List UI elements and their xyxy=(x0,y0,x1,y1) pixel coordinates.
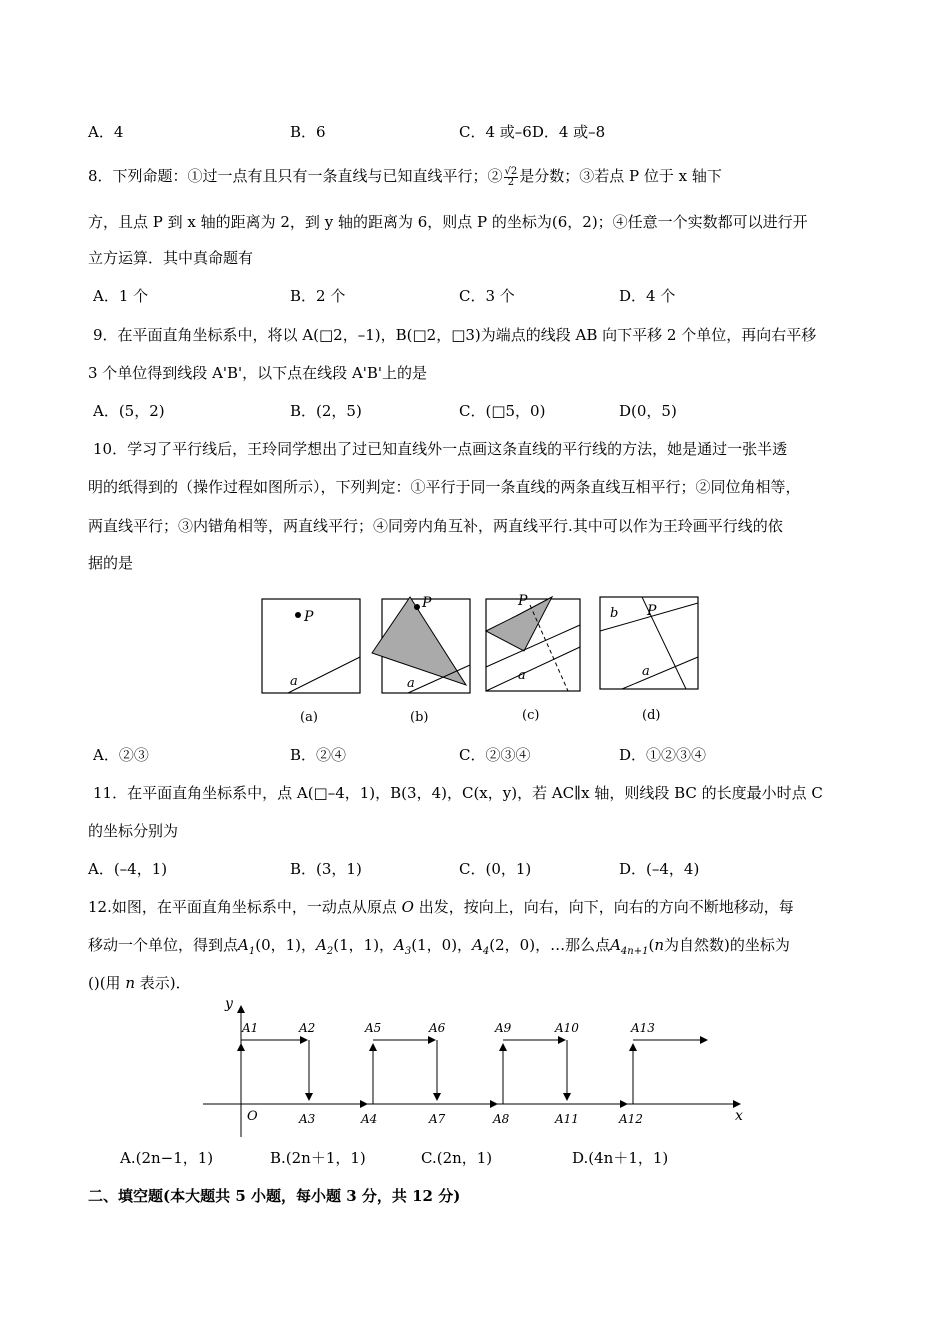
q9-option-c: C．(□5，0) xyxy=(459,402,546,420)
q12-l3a: ()(用 xyxy=(88,974,126,992)
q12-pt-a1-name: $A_1$ xyxy=(238,936,256,957)
fig-b-p-label: P xyxy=(422,595,432,611)
label-a7: A7 xyxy=(429,1112,446,1126)
q8-frac-den: 2 xyxy=(507,176,515,188)
figure-b xyxy=(372,595,470,725)
q10-figure xyxy=(250,585,710,730)
fig-d-a-label: a xyxy=(642,664,650,679)
q10-option-d: D．①②③④ xyxy=(619,746,707,764)
label-a10: A10 xyxy=(555,1021,579,1035)
q10-line2: 明的纸得到的（操作过程如图所示），下列判定：①平行于同一条直线的两条直线互相平行；②同位角相等， xyxy=(88,478,801,496)
label-a6: A6 xyxy=(429,1021,446,1035)
q8-text-b: 是分数；③若点 P 位于 x 轴下 xyxy=(519,167,722,185)
q12-pt-a3: (1，0)， xyxy=(411,936,473,954)
q10-line1: 10．学习了平行线后，王玲同学想出了过已知直线外一点画这条直线的平行线的方法，她是通过一张半透 xyxy=(93,440,788,458)
q7-option-a: A．4 xyxy=(88,123,124,141)
q12-l1a: 12.如图，在平面直角坐标系中，一动点从原点 xyxy=(88,898,402,916)
q8-option-d: D．4 个 xyxy=(619,287,676,305)
q9-line2: 3 个单位得到线段 A'B'，以下点在线段 A'B'上的是 xyxy=(88,364,428,382)
q8-line1 xyxy=(88,166,722,188)
q12-pt-a1: (0，1)， xyxy=(255,936,317,954)
q10-option-c: C．②③④ xyxy=(459,746,531,764)
q12-pt-a4n1-name: $A_{4n+1}$ xyxy=(610,936,649,957)
q10-option-b: B．②④ xyxy=(290,746,347,764)
q12-l2-n: n xyxy=(654,936,664,954)
q11-line2: 的坐标分别为 xyxy=(88,822,179,840)
q12-line2 xyxy=(88,935,790,962)
path xyxy=(241,1040,707,1104)
figure-c xyxy=(486,593,580,723)
q12-l2a: 移动一个单位，得到点 xyxy=(88,936,239,954)
q12-pt-a2: (1，1)， xyxy=(333,936,395,954)
q9-line1: 9．在平面直角坐标系中，将以 A(□2，–1)，B(□2，□3)为端点的线段 AB 向下平移 2 个单位，再向右平移 xyxy=(93,326,817,344)
q12-option-d: D.(4n＋1，1) xyxy=(572,1149,669,1167)
q9-option-a: A．(5，2) xyxy=(93,402,165,420)
fig-a-caption: (a) xyxy=(300,710,318,725)
q12-line3 xyxy=(88,973,191,993)
label-a2: A2 xyxy=(299,1021,316,1035)
label-a9: A9 xyxy=(495,1021,512,1035)
label-a1: A1 xyxy=(242,1021,259,1035)
q7-option-c: C．4 或–6D．4 或–8 xyxy=(459,123,606,141)
fig-c-a-label: a xyxy=(518,668,526,683)
section2-desc: (本大题共 5 小题，每小题 3 分，共 12 分) xyxy=(163,1187,461,1205)
label-a5: A5 xyxy=(365,1021,382,1035)
q8-text-a: 8．下列命题：①过一点有且只有一条直线与已知直线平行；② xyxy=(88,167,503,185)
q12-l1b: 出发，按向上，向右，向下，向右的方向不断地移动，每 xyxy=(413,898,794,916)
q11-option-b: B．(3，1) xyxy=(290,860,362,878)
figure-a xyxy=(262,599,360,725)
q12-l3-n: n xyxy=(125,974,135,992)
x-axis-label: x xyxy=(735,1108,743,1124)
q8-frac-num: √2 xyxy=(504,165,518,177)
q12-pt-a4-name: $A_4$ xyxy=(472,936,490,957)
q11-option-c: C．(0，1) xyxy=(459,860,532,878)
q12-figure xyxy=(195,992,755,1142)
section2-title: 二、填空题 xyxy=(88,1187,164,1205)
q8-option-b: B．2 个 xyxy=(290,287,346,305)
q9-option-b: B．(2，5) xyxy=(290,402,362,420)
fig-d-b-label: b xyxy=(610,606,619,621)
fig-b-a-label: a xyxy=(407,676,415,691)
q10-option-a: A．②③ xyxy=(93,746,149,764)
q11-option-d: D．(–4，4) xyxy=(619,860,700,878)
q8-line3: 立方运算．其中真命题有 xyxy=(88,249,254,267)
q12-option-b: B.(2n＋1，1) xyxy=(270,1149,366,1167)
q10-line3: 两直线平行；③内错角相等，两直线平行；④同旁内角互补，两直线平行.其中可以作为王玲画平行线的依 xyxy=(88,517,783,535)
label-a11: A11 xyxy=(555,1112,579,1126)
fig-d-p-label: P xyxy=(647,603,657,619)
figure-d xyxy=(600,597,698,723)
q12-option-a: A.(2n−1，1) xyxy=(120,1149,214,1167)
q12-pt-a3-name: $A_3$ xyxy=(394,936,412,957)
q12-l2-tail: ( xyxy=(648,936,655,954)
label-a8: A8 xyxy=(493,1112,510,1126)
q12-l2-end: 为自然数)的坐标为 xyxy=(664,936,790,954)
fig-c-caption: (c) xyxy=(522,708,540,723)
fig-b-caption: (b) xyxy=(410,710,429,725)
label-a12: A12 xyxy=(619,1112,643,1126)
section2-heading xyxy=(88,1186,460,1206)
y-axis-label: y xyxy=(225,996,233,1012)
label-a3: A3 xyxy=(299,1112,316,1126)
q11-line1: 11．在平面直角坐标系中，点 A(□–4，1)，B(3，4)，C(x，y)，若 AC∥x 轴，则线段 BC 的长度最小时点 C xyxy=(93,784,823,802)
fig-c-p-label: P xyxy=(518,593,528,609)
q11-option-a: A．(–4，1) xyxy=(88,860,168,878)
q9-option-d: D(0，5) xyxy=(619,402,677,420)
label-a13: A13 xyxy=(631,1021,655,1035)
q12-pt-a4: (2，0)，…那么点 xyxy=(489,936,611,954)
q8-line2: 方，且点 P 到 x 轴的距离为 2，到 y 轴的距离为 6，则点 P 的坐标为(6，2)；④任意一个实数都可以进行开 xyxy=(88,213,808,231)
fig-a-p-label: P xyxy=(304,609,314,625)
fig-d-caption: (d) xyxy=(642,708,661,723)
q12-pt-a2-name: $A_2$ xyxy=(316,936,334,957)
q10-line4: 据的是 xyxy=(88,554,134,572)
label-a4: A4 xyxy=(361,1112,378,1126)
q12-l1-o: O xyxy=(401,898,414,916)
q8-fraction xyxy=(504,167,519,188)
q12-line1 xyxy=(88,897,794,917)
fig-a-a-label: a xyxy=(290,674,298,689)
q7-option-b: B．6 xyxy=(290,123,326,141)
origin-label: O xyxy=(247,1109,258,1124)
q8-option-c: C．3 个 xyxy=(459,287,515,305)
q8-option-a: A．1 个 xyxy=(93,287,149,305)
q12-l3b: 表示)． xyxy=(135,974,191,992)
q12-option-c: C.(2n，1) xyxy=(421,1149,493,1167)
